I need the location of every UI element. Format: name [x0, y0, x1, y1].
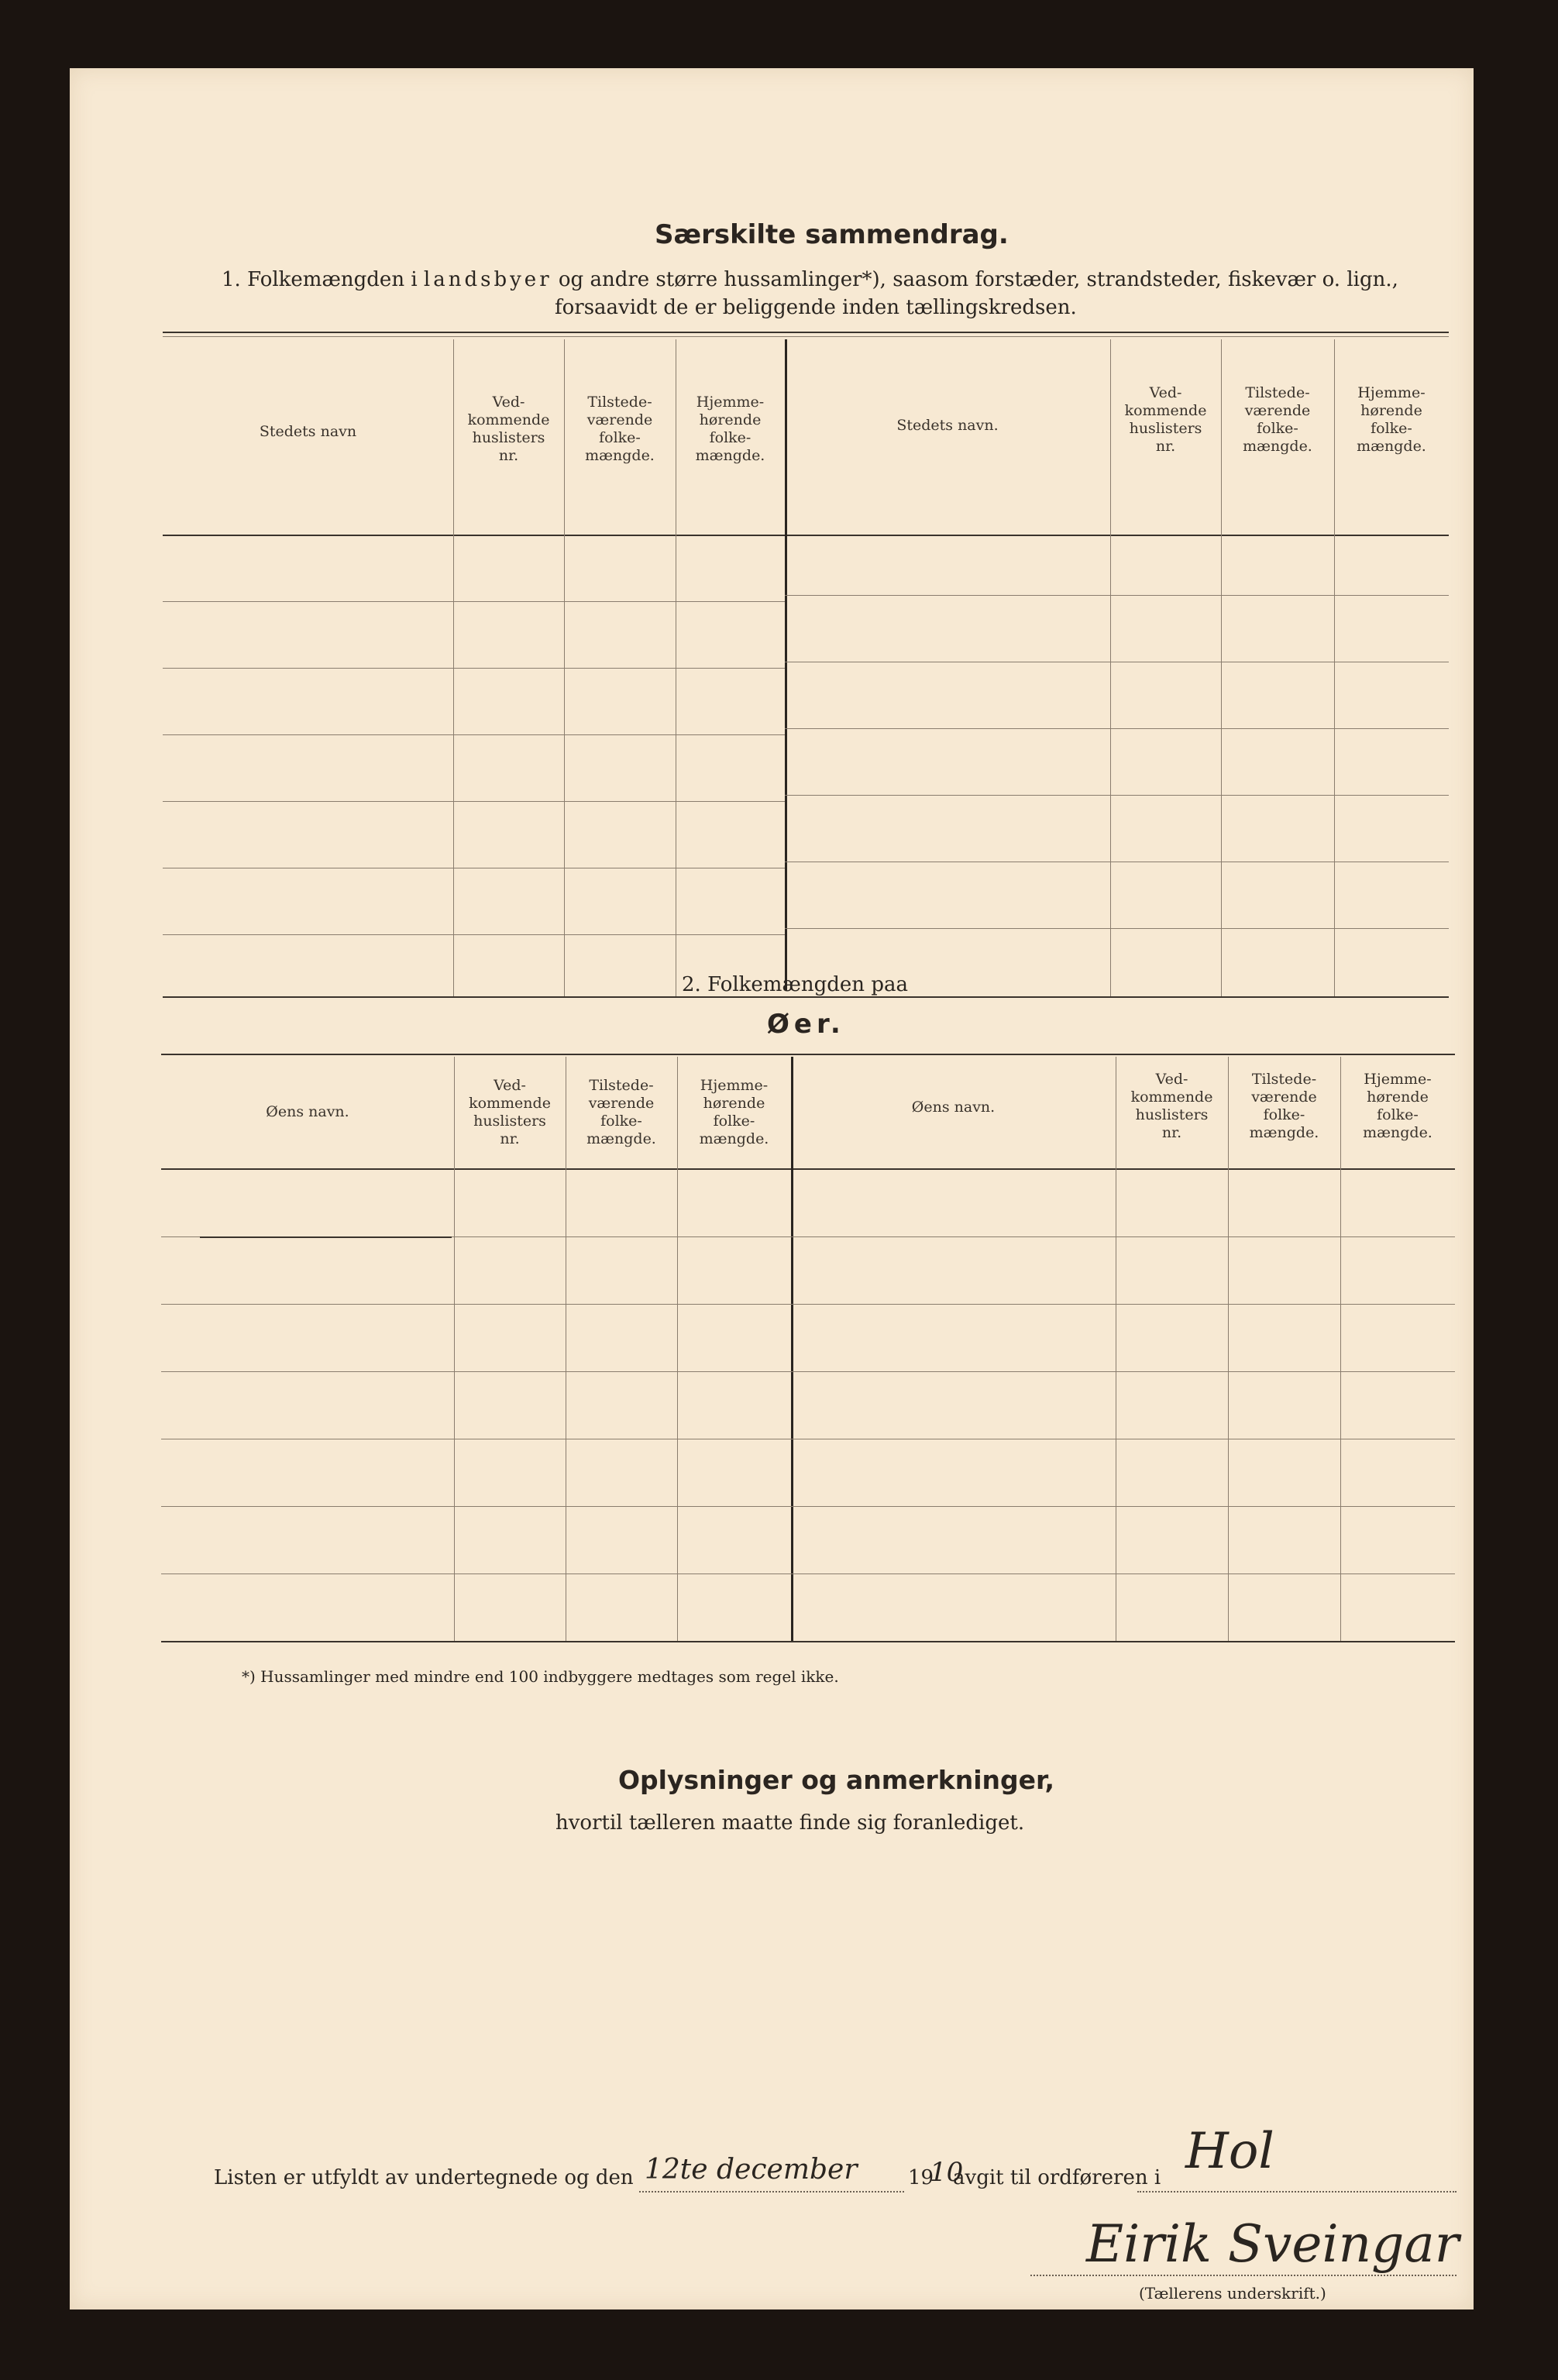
header-island-name-right: Øens navn. — [911, 1099, 996, 1116]
signoff-text-a: Listen er utfyldt av undertegnede og den — [214, 2166, 634, 2189]
header-list-number: Ved- kommende huslisters nr. — [469, 1077, 551, 1147]
remarks-subtitle: hvortil tælleren maatte finde sig foranlediget. — [555, 1811, 1025, 1835]
table-row — [161, 1371, 1455, 1372]
header-present-population: Tilstede- værende folke- mængde. — [586, 1077, 656, 1147]
remarks-title: Oplysninger og anmerkninger, — [618, 1765, 1054, 1795]
signature-handwritten: Eirik Sveingar — [1086, 2214, 1460, 2274]
table-places — [163, 332, 1449, 1006]
header-list-number: Ved- kommende huslisters nr. — [467, 394, 550, 464]
table-row — [161, 1304, 1455, 1305]
header-present-population-right: Tilstede- værende folke- mængde. — [1243, 384, 1312, 455]
table-row — [785, 728, 1449, 729]
header-resident-population: Hjemme- hørende folke- mængde. — [699, 1077, 769, 1147]
header-list-number-right: Ved- kommende huslisters nr. — [1130, 1071, 1213, 1141]
footnote: *) Hussamlinger med mindre end 100 indbyggere medtages som regel ikke. — [242, 1667, 839, 1686]
table-islands — [161, 1054, 1455, 1654]
header-resident-population-right: Hjemme- hørende folke- mængde. — [1363, 1071, 1432, 1141]
header-list-number-right: Ved- kommende huslisters nr. — [1124, 384, 1207, 455]
signature-line — [1030, 2275, 1457, 2276]
section2-intro: 2. Folkemængden paa — [682, 973, 908, 996]
header-present-population-right: Tilstede- værende folke- mængde. — [1249, 1071, 1319, 1141]
census-form-page — [70, 68, 1474, 2309]
table-row-underline — [200, 1236, 452, 1238]
table-row — [163, 734, 785, 735]
date-handwritten: 12te december — [645, 2154, 858, 2186]
header-resident-population: Hjemme- hørende folke- mængde. — [695, 394, 765, 464]
place-line — [1137, 2191, 1457, 2193]
section1-intro-line2: forsaavidt de er beliggende inden tællingskredsen. — [555, 296, 1077, 319]
header-place-name-right: Stedets navn. — [896, 417, 999, 434]
table-row — [785, 595, 1449, 596]
place-handwritten: Hol — [1185, 2123, 1274, 2180]
table-row — [163, 601, 785, 602]
signature-label: (Tællerens underskrift.) — [1139, 2284, 1326, 2303]
intro-text-b: og andre større hussamlinger*), saasom forstæder, strandsteder, fiskevær o. lign., — [558, 268, 1398, 291]
header-resident-population-right: Hjemme- hørende folke- mængde. — [1357, 384, 1426, 455]
intro-number: 1. — [222, 268, 241, 291]
section1-intro-line1 — [222, 268, 1398, 291]
year-handwritten: 10 — [930, 2157, 964, 2188]
table-row — [163, 934, 785, 935]
header-present-population: Tilstede- værende folke- mængde. — [585, 394, 655, 464]
table-row — [161, 1506, 1455, 1507]
year-prefix: 19 — [908, 2166, 934, 2189]
signoff-text-b: avgit til ordføreren i — [953, 2166, 1161, 2189]
table-row — [163, 668, 785, 669]
date-line — [639, 2191, 904, 2193]
table-row — [785, 928, 1449, 929]
header-place-name: Stedets navn — [259, 423, 357, 440]
table-row — [163, 801, 785, 802]
intro-text-a: Folkemængden i — [247, 268, 418, 291]
section2-title: Øer. — [767, 1009, 845, 1040]
table-row — [785, 795, 1449, 796]
header-island-name: Øens navn. — [266, 1103, 349, 1120]
intro-spaced-word: landsbyer — [423, 268, 552, 291]
table-row — [161, 1573, 1455, 1574]
section1-title: Særskilte sammendrag. — [655, 219, 1009, 250]
